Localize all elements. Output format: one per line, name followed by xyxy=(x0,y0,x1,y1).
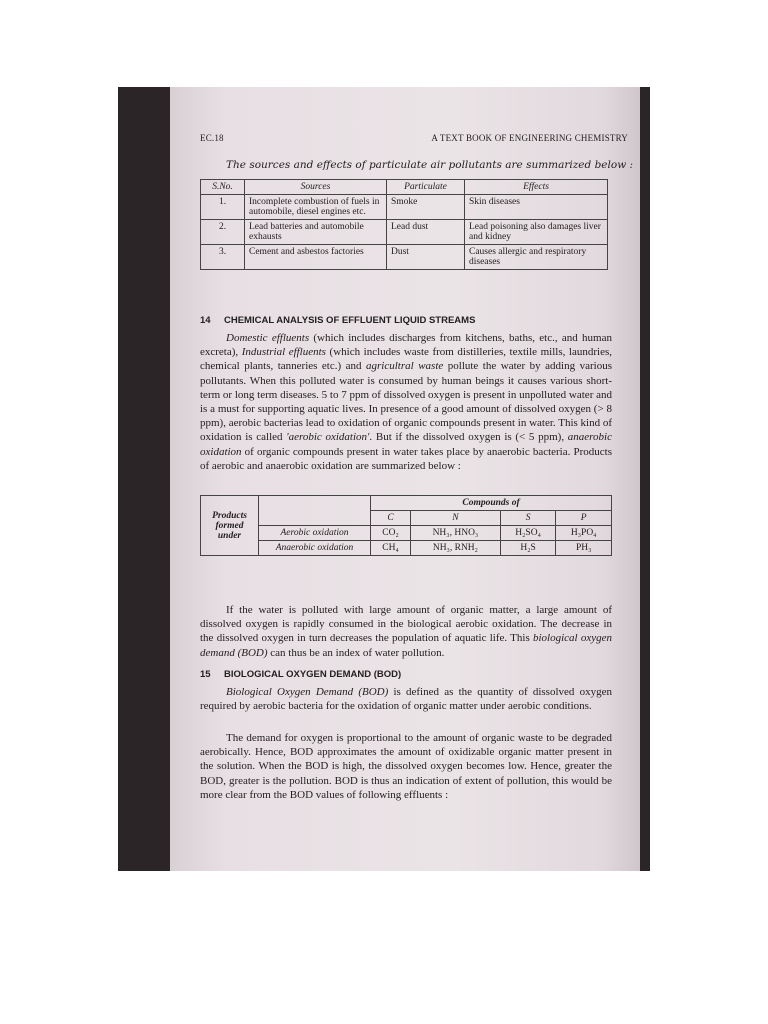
section-title: CHEMICAL ANALYSIS OF EFFLUENT LIQUID STREAMS xyxy=(224,315,476,326)
anaerobic-oxidation-label: Anaerobic oxidation xyxy=(259,541,371,556)
particulate-pollutants-table xyxy=(200,179,608,270)
page-number: EC.18 xyxy=(200,133,224,143)
term-agricultural-waste: agricultral waste xyxy=(366,360,444,373)
section-14-heading xyxy=(200,315,475,326)
bod-demand-paragraph: The demand for oxygen is proportional to the amount of organic waste to be degraded aerobically. Hence, BOD approximates the amount of oxidizable organic matter present in the solution. When the BOD is high, the dissolved oxygen becomes low. Hence, greater the BOD, greater is the pollution. BOD is thus an indication of extent of pollution, this would be more clear from the BOD values of following effluents : xyxy=(200,732,612,801)
text-run: can thus be an index of water pollution. xyxy=(267,646,445,659)
oxidation-products-table xyxy=(200,495,612,556)
cell-effect: Skin diseases xyxy=(465,195,608,220)
table-row xyxy=(201,541,612,556)
text-run: . But if the dissolved oxygen is (< 5 ppm), xyxy=(369,431,568,444)
bod-definition-paragraph xyxy=(200,685,612,713)
term-bod: biological oxygen demand (BOD) xyxy=(200,632,612,659)
header-effects: Effects xyxy=(465,180,608,195)
cell-source: Cement and asbestos factories xyxy=(245,245,387,270)
header-particulate: Particulate xyxy=(387,180,465,195)
scanned-page-frame xyxy=(118,87,650,871)
section-15-heading xyxy=(200,669,401,680)
section-title: BIOLOGICAL OXYGEN DEMAND (BOD) xyxy=(224,669,402,680)
term-domestic-effluents: Domestic effluents xyxy=(226,332,310,344)
section-number: 15 xyxy=(200,669,211,680)
cell-product: NH₃, HNO₃ xyxy=(411,526,501,541)
cell-particulate: Dust xyxy=(387,245,465,270)
term-anaerobic-oxidation: anaerobic oxidation xyxy=(200,431,612,458)
header-sources: Sources xyxy=(245,180,387,195)
cell-product: CO₂ xyxy=(371,526,411,541)
cell-sno: 1. xyxy=(201,195,245,220)
table-row xyxy=(201,245,608,270)
text-run: If the water is polluted with large amount of organic matter, a large amount of dissolved oxygen is rapidly consumed in the biological aerobic oxidation. The decrease in the dissolved oxygen in turn decreases the population of aquatic life. This xyxy=(200,604,612,645)
table-row xyxy=(201,526,612,541)
cell-sno: 2. xyxy=(201,220,245,245)
cell-product: H₃PO₄ xyxy=(556,526,612,541)
text-run: pollute the water by adding various pollutants. When this polluted water is consumed by human beings it causes various short-term or long term diseases. 5 to 7 ppm of dissolved oxygen is present in unpolluted water and is a must for supporting aquatic lives. In presence of a good amount of dissolved oxygen (> 8 ppm), aerobic bacterias lead to oxidation of organic compounds present in water. This kind of oxidation is called xyxy=(200,360,612,444)
cell-effect: Lead poisoning also damages liver and kidney xyxy=(465,220,608,245)
aerobic-oxidation-label: Aerobic oxidation xyxy=(259,526,371,541)
cell-source: Incomplete combustion of fuels in automobile, diesel engines etc. xyxy=(245,195,387,220)
term-industrial-effluents: Industrial effluents xyxy=(241,346,326,359)
table1-intro: The sources and effects of particulate air pollutants are summarized below : xyxy=(226,159,634,171)
element-c: C xyxy=(371,511,411,526)
empty-corner-cell xyxy=(259,496,371,526)
cell-product: H₂S xyxy=(500,541,556,556)
row-label-products-formed: Products formed under xyxy=(201,496,259,556)
text-run: (which includes discharges from kitchens, baths, etc., and human excreta), xyxy=(200,332,612,359)
cell-product: NH₃, RNH₂ xyxy=(411,541,501,556)
table-row xyxy=(201,220,608,245)
text-run: of organic compounds present in water takes place by anaerobic bacteria. Products of aerobic and anaerobic oxidation are summarized below : xyxy=(200,445,612,472)
cell-particulate: Smoke xyxy=(387,195,465,220)
bod-intro-paragraph xyxy=(200,603,612,660)
text-run: (which includes waste from distilleries, textile mills, laundries, chemical plants, tanneries etc.) and xyxy=(200,346,612,373)
element-p: P xyxy=(556,511,612,526)
table-header-row xyxy=(201,180,608,195)
cell-sno: 3. xyxy=(201,245,245,270)
cell-source: Lead batteries and automobile exhausts xyxy=(245,220,387,245)
cell-effect: Causes allergic and respiratory diseases xyxy=(465,245,608,270)
header-sno: S.No. xyxy=(201,180,245,195)
book-page xyxy=(170,87,640,871)
text-run: is defined as the quantity of dissolved oxygen required by aerobic bacteria for the oxidation of organic matter under aerobic conditions. xyxy=(200,686,612,713)
compounds-of-header: Compounds of xyxy=(371,496,612,511)
term-bod-definition: Biological Oxygen Demand (BOD) xyxy=(226,686,389,698)
cell-product: PH₃ xyxy=(556,541,612,556)
element-s: S xyxy=(500,511,556,526)
cell-product: CH₄ xyxy=(371,541,411,556)
element-n: N xyxy=(411,511,501,526)
cell-product: H₂SO₄ xyxy=(500,526,556,541)
cell-particulate: Lead dust xyxy=(387,220,465,245)
section-number: 14 xyxy=(200,315,211,326)
term-aerobic-oxidation: 'aerobic oxidation' xyxy=(286,431,370,444)
effluents-paragraph xyxy=(200,331,612,473)
table-row xyxy=(201,195,608,220)
book-title: A TEXT BOOK OF ENGINEERING CHEMISTRY xyxy=(431,133,628,143)
